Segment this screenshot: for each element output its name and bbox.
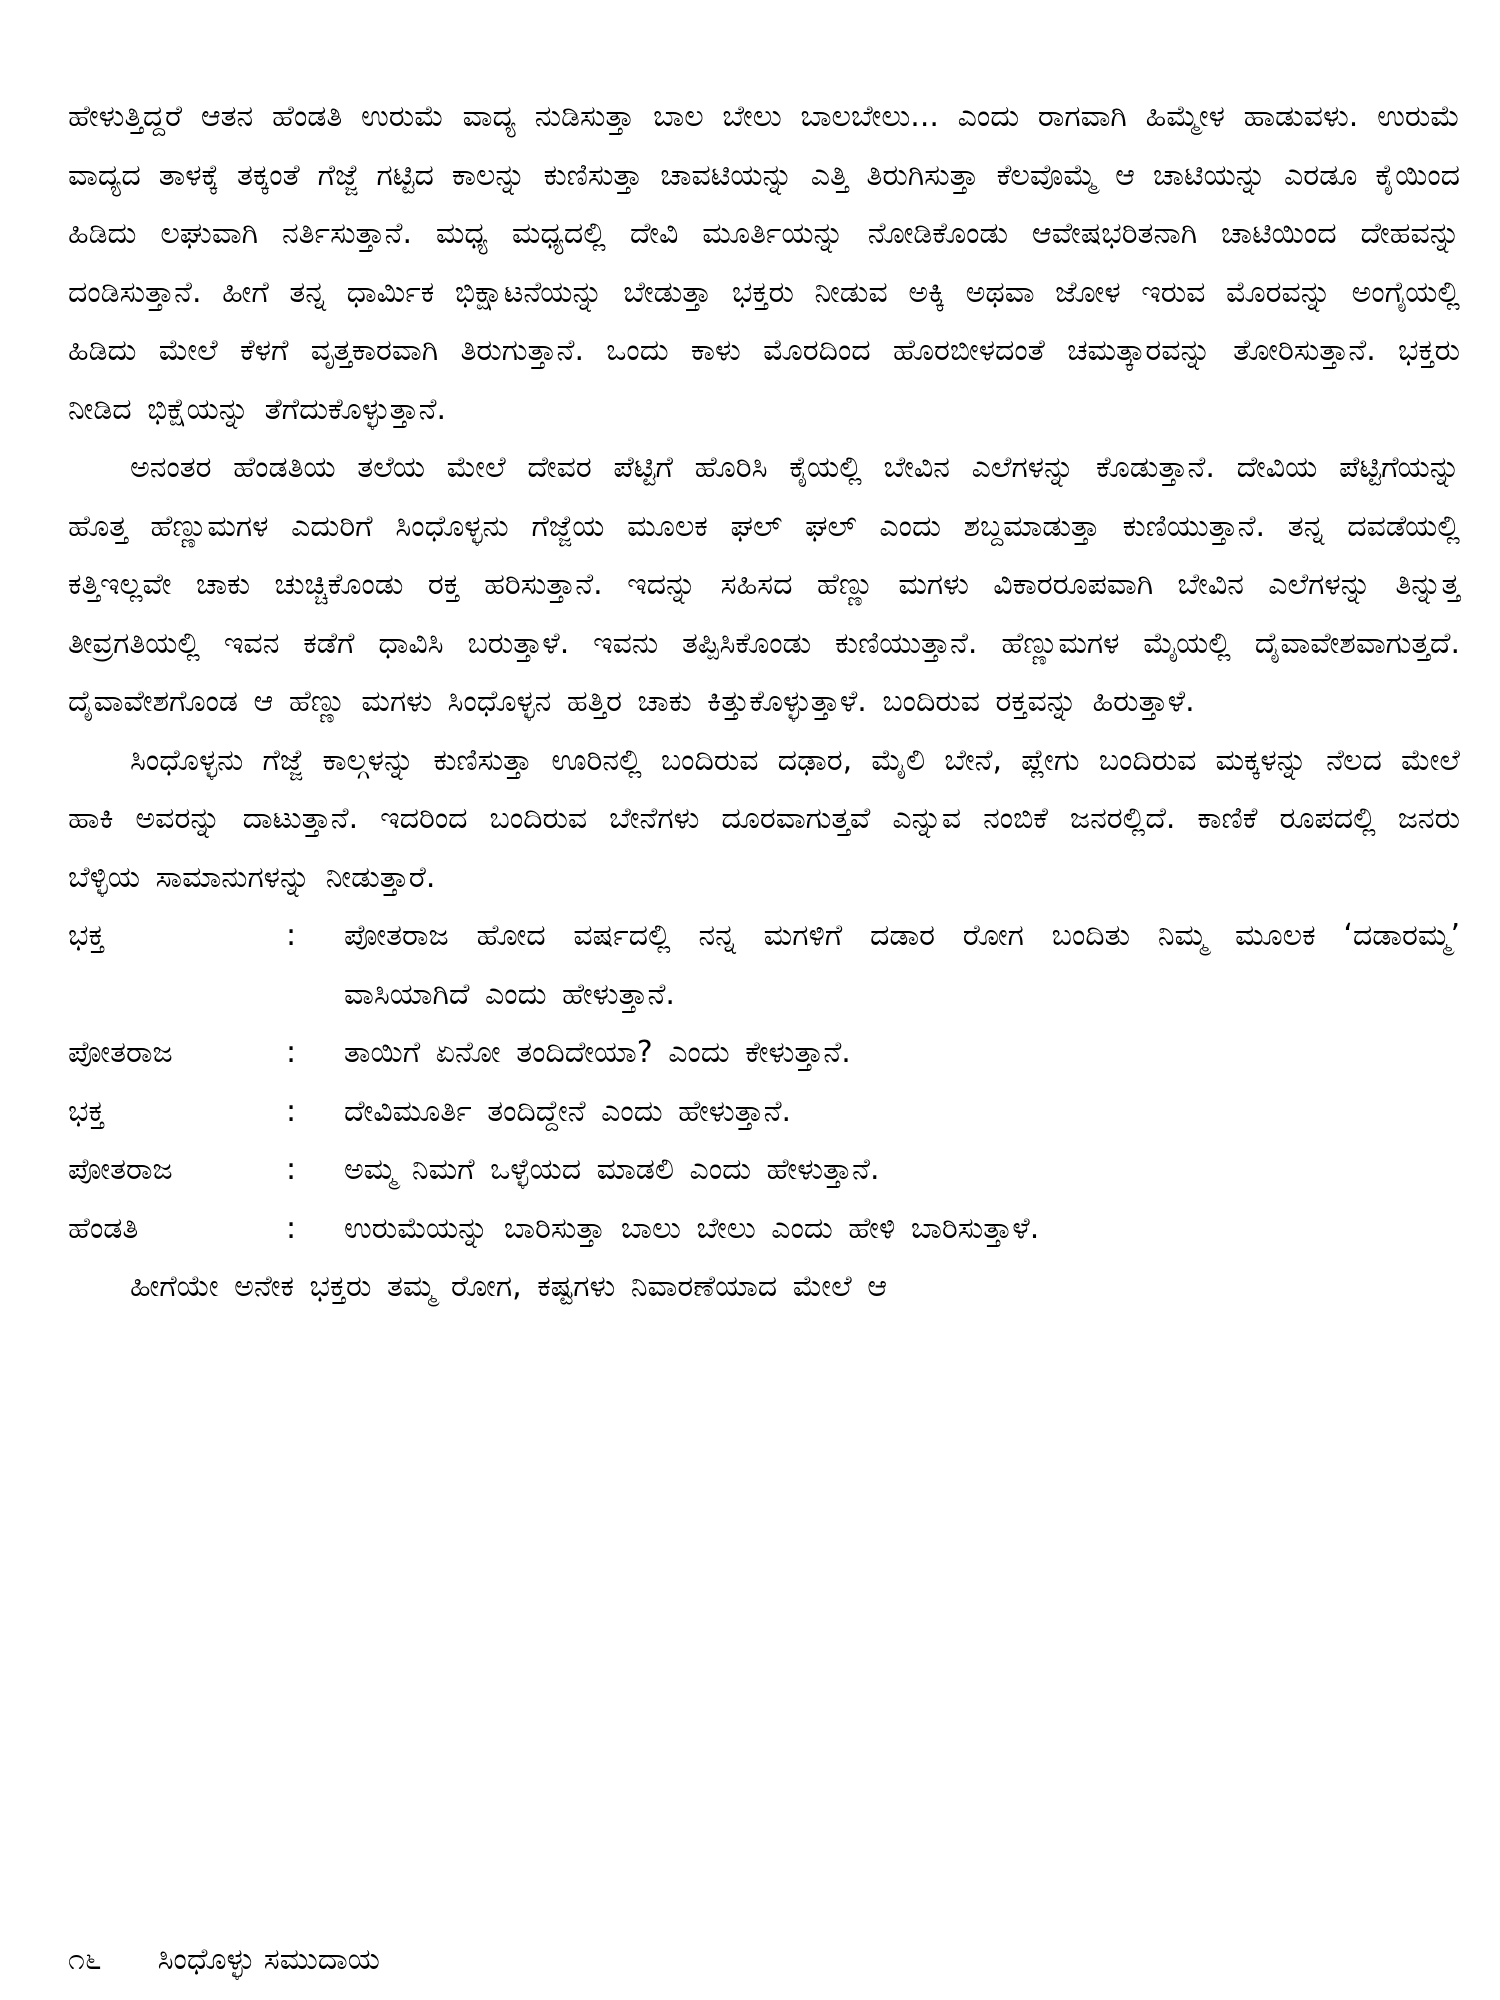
dialogue-speaker: ಪೋತರಾಜ	[68, 1035, 173, 1070]
dialogue-row	[68, 1024, 1460, 1083]
paragraph-2: ಅನಂತರ ಹೆಂಡತಿಯ ತಲೆಯ ಮೇಲೆ ದೇವರ ಪೆಟ್ಟಿಗೆ ಹೊರಿಸಿ ಕೈಯಲ್ಲಿ ಬೇವಿನ ಎಲೆಗಳನ್ನು ಕೊಡುತ್ತಾನೆ. ದೇವಿಯ ಪೆಟ್ಟಿಗೆಯನ್ನು ಹೊತ್ತ ಹೆಣ್ಣುಮಗಳ ಎದುರಿಗೆ ಸಿಂಧೊಳ್ಳನು ಗೆಜ್ಜೆಯ ಮೂಲಕ ಘಲ್ ಘಲ್ ಎಂದು ಶಬ್ದಮಾಡುತ್ತಾ ಕುಣಿಯುತ್ತಾನೆ. ತನ್ನ ದವಡೆಯಲ್ಲಿ ಕತ್ತಿಇಲ್ಲವೇ ಚಾಕು ಚುಚ್ಚಿಕೊಂಡು ರಕ್ತ ಹರಿಸುತ್ತಾನೆ. ಇದನ್ನು ಸಹಿಸದ ಹೆಣ್ಣು ಮಗಳು ವಿಕಾರರೂಪವಾಗಿ ಬೇವಿನ ಎಲೆಗಳನ್ನು ತಿನ್ನುತ್ತ ತೀವ್ರಗತಿಯಲ್ಲಿ ಇವನ ಕಡೆಗೆ ಧಾವಿಸಿ ಬರುತ್ತಾಳೆ. ಇವನು ತಪ್ಪಿಸಿಕೊಂಡು ಕುಣಿಯುತ್ತಾನೆ. ಹೆಣ್ಣುಮಗಳ ಮೈಯಲ್ಲಿ ದೈವಾವೇಶವಾಗುತ್ತದೆ. ದೈವಾವೇಶಗೊಂಡ ಆ ಹೆಣ್ಣು ಮಗಳು ಸಿಂಧೊಳ್ಳನ ಹತ್ತಿರ ಚಾಕು ಕಿತ್ತುಕೊಳ್ಳುತ್ತಾಳೆ. ಬಂದಿರುವ ರಕ್ತವನ್ನು ಹಿರುತ್ತಾಳೆ.	[68, 450, 1460, 719]
dialogue-speaker: ಹೆಂಡತಿ	[68, 1210, 139, 1246]
paragraph-1: ಹೇಳುತ್ತಿದ್ದರೆ ಆತನ ಹೆಂಡತಿ ಉರುಮೆ ವಾದ್ಯ ನುಡಿಸುತ್ತಾ ಬಾಲ ಬೇಲು ಬಾಲಬೇಲು... ಎಂದು ರಾಗವಾಗಿ ಹಿಮ್ಮೇಳ ಹಾಡುವಳು. ಉರುಮೆ ವಾದ್ಯದ ತಾಳಕ್ಕೆ ತಕ್ಕಂತೆ ಗೆಜ್ಜೆ ಗಟ್ಟಿದ ಕಾಲನ್ನು ಕುಣಿಸುತ್ತಾ ಚಾವಟಿಯನ್ನು ಎತ್ತಿ ತಿರುಗಿಸುತ್ತಾ ಕೆಲವೊಮ್ಮೆ ಆ ಚಾಟಿಯನ್ನು ಎರಡೂ ಕೈಯಿಂದ ಹಿಡಿದು ಲಘುವಾಗಿ ನರ್ತಿಸುತ್ತಾನೆ. ಮಧ್ಯ ಮಧ್ಯದಲ್ಲಿ ದೇವಿ ಮೂರ್ತಿಯನ್ನು ನೋಡಿಕೊಂಡು ಆವೇಷಭರಿತನಾಗಿ ಚಾಟಿಯಿಂದ ದೇಹವನ್ನು ದಂಡಿಸುತ್ತಾನೆ. ಹೀಗೆ ತನ್ನ ಧಾರ್ಮಿಕ ಭಿಕ್ಷಾಟನೆಯನ್ನು ಬೇಡುತ್ತಾ ಭಕ್ತರು ನೀಡುವ ಅಕ್ಕಿ ಅಥವಾ ಜೋಳ ಇರುವ ಮೊರವನ್ನು ಅಂಗೈಯಲ್ಲಿ ಹಿಡಿದು ಮೇಲೆ ಕೆಳಗೆ ವೃತ್ತಕಾರವಾಗಿ ತಿರುಗುತ್ತಾನೆ. ಒಂದು ಕಾಳು ಮೊರದಿಂದ ಹೊರಬೀಳದಂತೆ ಚಮತ್ಕಾರವನ್ನು ತೋರಿಸುತ್ತಾನೆ. ಭಕ್ತರು ನೀಡಿದ ಭಿಕ್ಷೆಯನ್ನು ತೆಗೆದುಕೊಳ್ಳುತ್ತಾನೆ.	[68, 99, 1460, 427]
dialogue-speaker: ಭಕ್ತ	[68, 1093, 105, 1129]
dialogue-text: ದೇವಿಮೂರ್ತಿ ತಂದಿದ್ದೇನೆ ಎಂದು ಹೇಳುತ್ತಾನೆ.	[344, 1093, 792, 1129]
dialogue-text: ಪೋತರಾಜ ಹೋದ ವರ್ಷದಲ್ಲಿ ನನ್ನ ಮಗಳಿಗೆ ದಡಾರ ರೋಗ ಬಂದಿತು ನಿಮ್ಮ ಮೂಲಕ ‘ದಡಾರಮ್ಮ’ ವಾಸಿಯಾಗಿದೆ ಎಂದು ಹೇಳುತ್ತಾನೆ.	[344, 918, 1460, 1012]
dialogue-row	[68, 1141, 1460, 1200]
dialogue-row	[68, 1200, 1460, 1259]
dialogue-speaker: ಪೋತರಾಜ	[68, 1152, 173, 1187]
dialogue-text: ಉರುಮೆಯನ್ನು ಬಾರಿಸುತ್ತಾ ಬಾಲು ಬೇಲು ಎಂದು ಹೇಳಿ ಬಾರಿಸುತ್ತಾಳೆ.	[344, 1210, 1040, 1246]
dialogue-colon: :	[286, 1152, 297, 1187]
dialogue-colon: :	[286, 1093, 297, 1129]
dialogue-row	[68, 1083, 1460, 1142]
dialogue-row	[68, 907, 1460, 1024]
paragraph-3: ಸಿಂಧೊಳ್ಳನು ಗೆಜ್ಜೆ ಕಾಲ್ಗಳನ್ನು ಕುಣಿಸುತ್ತಾ ಊರಿನಲ್ಲಿ ಬಂದಿರುವ ದಢಾರ, ಮೈಲಿ ಬೇನೆ, ಪ್ಲೇಗು ಬಂದಿರುವ ಮಕ್ಕಳನ್ನು ನೆಲದ ಮೇಲೆ ಹಾಕಿ ಅವರನ್ನು ದಾಟುತ್ತಾನೆ. ಇದರಿಂದ ಬಂದಿರುವ ಬೇನೆಗಳು ದೂರವಾಗುತ್ತವೆ ಎನ್ನುವ ನಂಬಿಕೆ ಜನರಲ್ಲಿದೆ. ಕಾಣಿಕೆ ರೂಪದಲ್ಲಿ ಜನರು ಬೆಳ್ಳಿಯ ಸಾಮಾನುಗಳನ್ನು ನೀಡುತ್ತಾರೆ.	[68, 742, 1460, 895]
dialogue-list	[68, 907, 1460, 1258]
page-footer	[68, 1940, 1460, 1980]
page-number: ೧೬	[68, 1942, 102, 1977]
dialogue-colon: :	[286, 1210, 297, 1246]
dialogue-speaker: ಭಕ್ತ	[68, 918, 105, 953]
dialogue-text: ತಾಯಿಗೆ ಏನೋ ತಂದಿದೇಯಾ? ಎಂದು ಕೇಳುತ್ತಾನೆ.	[344, 1035, 851, 1070]
dialogue-text: ಅಮ್ಮ ನಿಮಗೆ ಒಳ್ಳೆಯದ ಮಾಡಲಿ ಎಂದು ಹೇಳುತ್ತಾನೆ.	[344, 1152, 880, 1187]
document-body	[68, 88, 1460, 1317]
dialogue-colon: :	[286, 1035, 297, 1070]
closing-paragraph: ಹೀಗೆಯೇ ಅನೇಕ ಭಕ್ತರು ತಮ್ಮ ರೋಗ, ಕಷ್ಟಗಳು ನಿವಾರಣೆಯಾದ ಮೇಲೆ ಆ	[130, 1269, 888, 1304]
dialogue-colon: :	[286, 918, 297, 953]
book-title: ಸಿಂಧೊಳ್ಳು ಸಮುದಾಯ	[157, 1942, 380, 1977]
